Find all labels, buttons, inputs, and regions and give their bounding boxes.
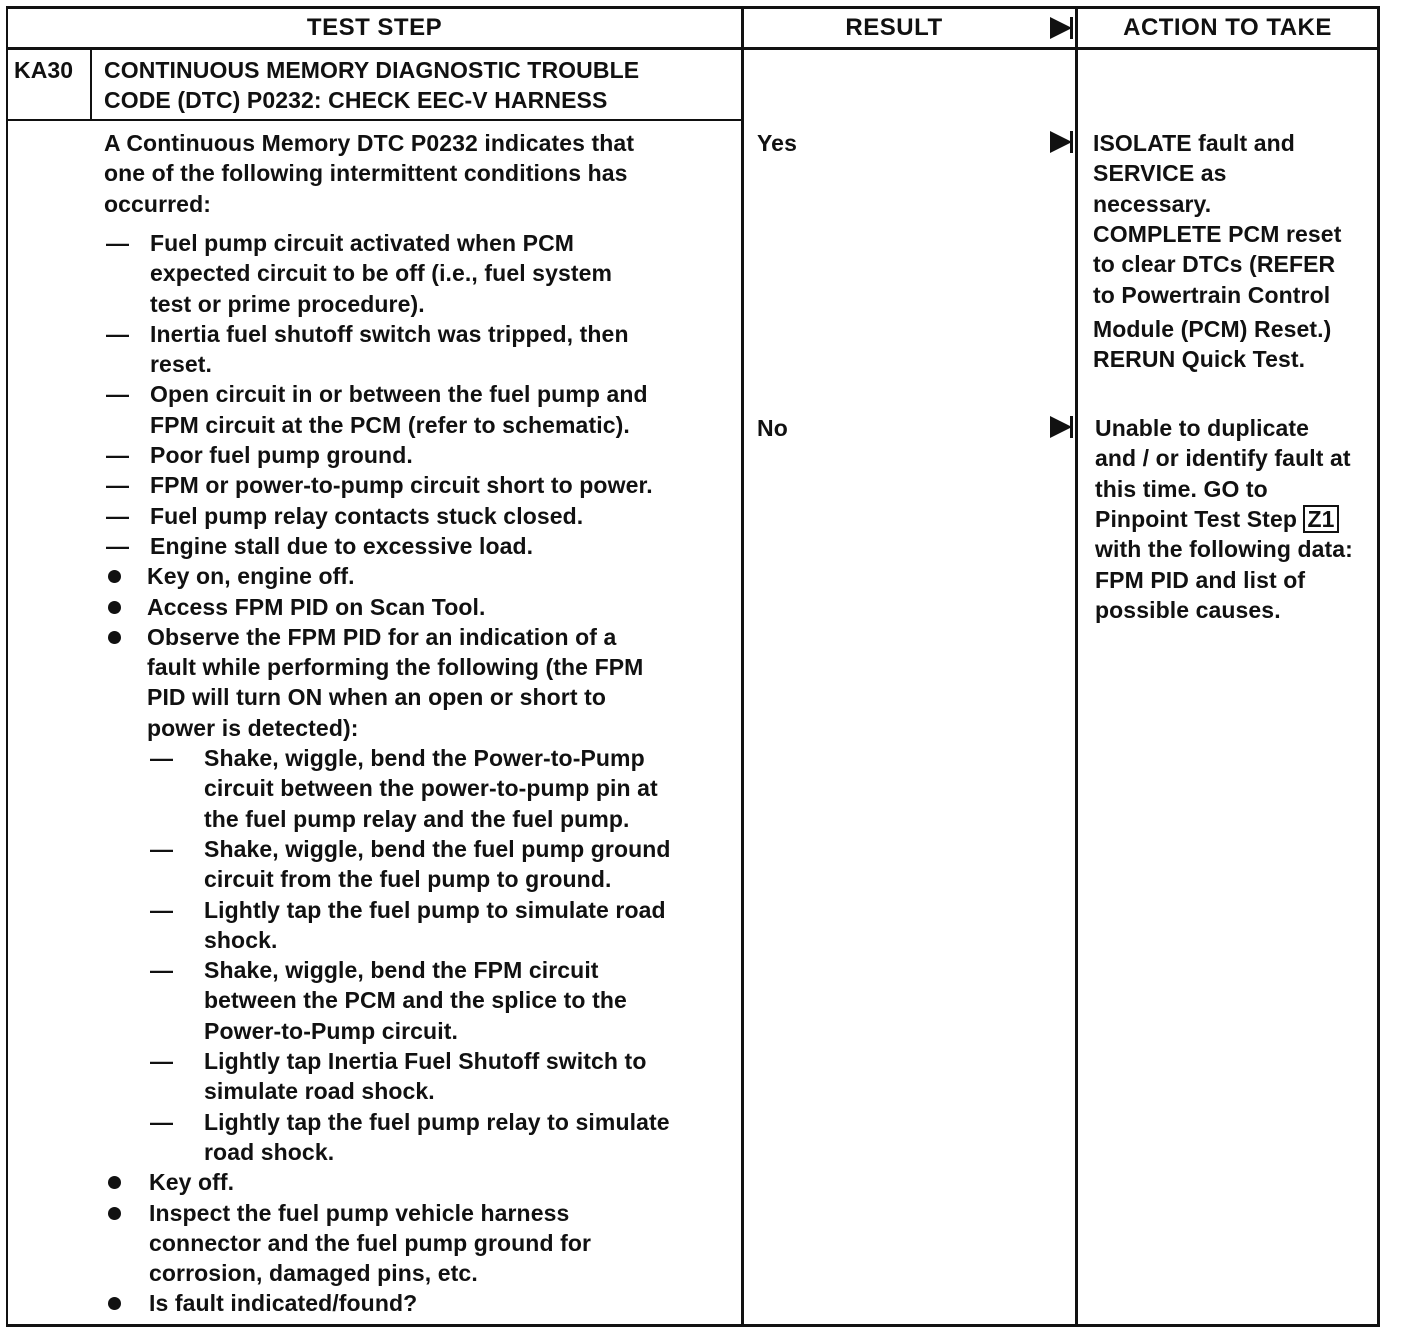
bullet-line: fault while performing the following (the FPM <box>147 654 644 681</box>
bullet-icon <box>108 1297 121 1310</box>
sub-step-line: circuit between the power-to-pump pin at <box>204 775 658 802</box>
sub-step-line: Lightly tap the fuel pump to simulate road <box>204 896 666 923</box>
column-divider-test-result <box>741 6 744 1327</box>
column-divider-result-action <box>1075 6 1078 1327</box>
condition-dash-icon: — <box>106 320 130 347</box>
header-test-step: TEST STEP <box>306 14 443 41</box>
result-no-arrow-icon <box>1050 416 1072 438</box>
sub-step-dash-icon: — <box>150 1108 174 1135</box>
sub-step-dash-icon: — <box>150 957 174 984</box>
result-yes-arrow-icon <box>1050 131 1072 153</box>
condition-dash-icon: — <box>106 502 130 529</box>
action-yes-line: RERUN Quick Test. <box>1093 345 1306 372</box>
bullet-line: Key off. <box>149 1169 235 1196</box>
pinpoint-step-label: Pinpoint Test Step <box>1095 505 1304 532</box>
table-bottom-border <box>6 1324 1380 1327</box>
action-no-line: and / or identify fault at <box>1095 445 1351 472</box>
condition-line: Inertia fuel shutoff switch was tripped, then <box>150 320 629 347</box>
bullet-icon <box>108 601 121 614</box>
bullet-line: Inspect the fuel pump vehicle harness <box>149 1199 570 1226</box>
sub-step-dash-icon: — <box>150 835 174 862</box>
sub-step-line: Lightly tap Inertia Fuel Shutoff switch to <box>204 1048 647 1074</box>
action-no-step-line <box>1095 504 1339 534</box>
condition-dash-icon: — <box>106 381 130 408</box>
condition-dash-icon: — <box>106 229 130 256</box>
header-arrow-icon <box>1050 17 1072 39</box>
sub-step-dash-icon: — <box>150 896 174 923</box>
sub-step-line: simulate road shock. <box>204 1078 435 1105</box>
sub-step-line: road shock. <box>204 1138 335 1165</box>
bullet-icon <box>108 631 121 644</box>
bullet-icon <box>108 1176 121 1189</box>
header-action-to-take: ACTION TO TAKE <box>1123 14 1332 41</box>
bullet-icon <box>108 570 121 583</box>
action-yes-line: to clear DTCs (REFER <box>1093 251 1336 278</box>
action-no-line: possible causes. <box>1095 596 1281 623</box>
header-bottom-rule <box>6 47 1380 50</box>
sub-step-line: Lightly tap the fuel pump relay to simulate <box>204 1108 670 1135</box>
intro-line: occurred: <box>104 190 211 217</box>
action-no-line: FPM PID and list of <box>1095 566 1306 593</box>
table-left-border <box>6 6 8 1327</box>
bullet-line: Key on, engine off. <box>147 563 355 590</box>
step-title-line-2: CODE (DTC) P0232: CHECK EEC-V HARNESS <box>104 87 608 113</box>
bullet-line: Is fault indicated/found? <box>149 1290 418 1317</box>
action-no-line: Unable to duplicate <box>1095 415 1310 441</box>
intro-line: A Continuous Memory DTC P0232 indicates that <box>104 130 635 156</box>
condition-line: FPM or power-to-pump circuit short to power. <box>150 472 653 499</box>
condition-line: FPM circuit at the PCM (refer to schematic). <box>150 411 630 438</box>
action-no-line: this time. GO to <box>1095 475 1268 502</box>
sub-step-line: circuit from the fuel pump to ground. <box>204 866 612 893</box>
table-top-border <box>6 6 1380 9</box>
action-yes-line: Module (PCM) Reset.) <box>1093 315 1332 342</box>
action-yes-line: SERVICE as <box>1093 160 1227 187</box>
condition-line: expected circuit to be off (i.e., fuel system <box>150 260 613 287</box>
action-no-line: with the following data: <box>1095 536 1353 563</box>
condition-line: Fuel pump relay contacts stuck closed. <box>150 502 584 529</box>
condition-line: Open circuit in or between the fuel pump and <box>150 381 648 408</box>
step-title-rule <box>6 119 743 121</box>
action-yes-line: ISOLATE fault and <box>1093 130 1295 156</box>
sub-step-line: shock. <box>204 926 278 953</box>
bullet-line: connector and the fuel pump ground for <box>149 1229 592 1256</box>
sub-step-line: Shake, wiggle, bend the fuel pump ground <box>204 835 671 862</box>
condition-line: reset. <box>150 351 212 378</box>
sub-step-line: Power-to-Pump circuit. <box>204 1017 458 1044</box>
intro-line: one of the following intermittent conditions has <box>104 160 628 187</box>
header-arrow-bar <box>1070 17 1073 39</box>
bullet-line: power is detected): <box>147 714 359 741</box>
condition-dash-icon: — <box>106 442 130 468</box>
pinpoint-step-ref-link[interactable]: Z1 <box>1303 505 1338 533</box>
sub-step-line: Shake, wiggle, bend the FPM circuit <box>204 957 599 984</box>
result-yes: Yes <box>757 130 797 156</box>
bullet-line: Access FPM PID on Scan Tool. <box>147 593 486 620</box>
condition-line: test or prime procedure). <box>150 290 425 317</box>
condition-dash-icon: — <box>106 532 130 559</box>
sub-step-line: the fuel pump relay and the fuel pump. <box>204 805 630 832</box>
sub-step-line: Shake, wiggle, bend the Power-to-Pump <box>204 745 645 771</box>
condition-line: Engine stall due to excessive load. <box>150 532 534 559</box>
sub-step-dash-icon: — <box>150 1048 174 1074</box>
condition-line: Fuel pump circuit activated when PCM <box>150 229 575 256</box>
condition-line: Poor fuel pump ground. <box>150 442 413 468</box>
step-title-line-1: CONTINUOUS MEMORY DIAGNOSTIC TROUBLE <box>104 57 640 83</box>
result-no-arrow-bar <box>1070 416 1073 438</box>
sub-step-line: between the PCM and the splice to the <box>204 987 627 1014</box>
bullet-line: PID will turn ON when an open or short to <box>147 684 606 711</box>
action-yes-line: COMPLETE PCM reset <box>1093 220 1342 247</box>
header-result: RESULT <box>845 14 943 41</box>
action-yes-line: to Powertrain Control <box>1093 281 1331 308</box>
sub-step-dash-icon: — <box>150 745 174 771</box>
table-right-border <box>1377 6 1380 1327</box>
result-no: No <box>757 415 788 441</box>
step-id-divider <box>90 48 92 120</box>
result-yes-arrow-bar <box>1070 131 1073 153</box>
step-id: KA30 <box>14 57 74 83</box>
condition-dash-icon: — <box>106 472 130 499</box>
bullet-line: Observe the FPM PID for an indication of a <box>147 623 617 650</box>
action-yes-line: necessary. <box>1093 190 1212 217</box>
bullet-icon <box>108 1207 121 1220</box>
bullet-line: corrosion, damaged pins, etc. <box>149 1260 478 1287</box>
